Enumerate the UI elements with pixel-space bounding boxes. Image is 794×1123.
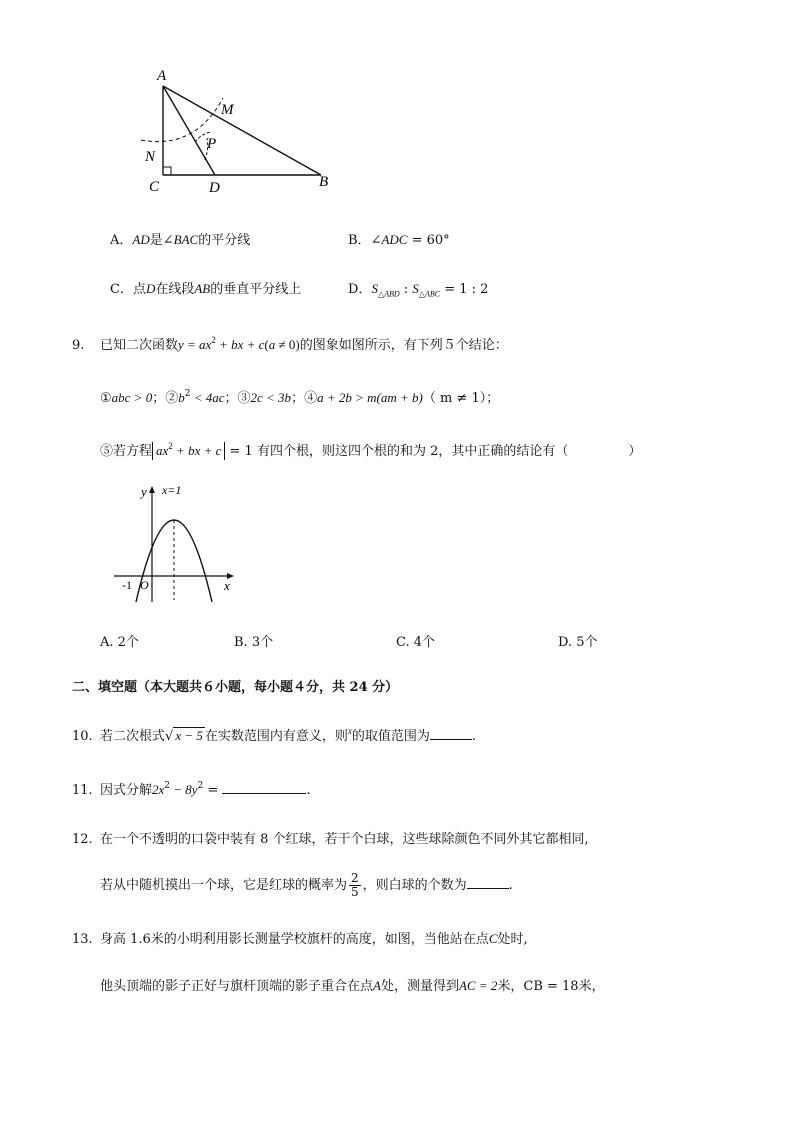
- q9-stem: 9. 已知二次函数$y = ax^2$ + bx + c(a ≠ 0)的图象如图所示，有下列５个结论：: [72, 334, 508, 353]
- label-p: P: [207, 136, 217, 152]
- q9-stem-5: ⑤若方程 $ax^2$ + bx + c = 1 有四个根，则这四个根的和为 2，其中正确的结论有（ ）: [100, 440, 642, 459]
- parabola-graph: [108, 480, 248, 606]
- q9-option-d[interactable]: D. 5个: [558, 635, 598, 650]
- q10: 10. 若二次根式√ x − 5 在实数范围内有意义，则$^x$的取值范围为 .: [72, 725, 477, 744]
- answer-blank[interactable]: [430, 727, 472, 740]
- answer-blank[interactable]: [222, 781, 306, 794]
- q13-line2: 他头顶端的影子正好与旗杆顶端的影子重合在点A处，测量得到AC = 2米，CB = 18米，: [100, 978, 605, 994]
- q11: 11. 因式分解$2x^2 - 8y^2$ = .: [72, 780, 311, 798]
- q12-line2: 若从中随机摸出一个球，它是红球的概率为 $\frac{2}{5}$ ，则白球的个数为 .: [100, 871, 513, 899]
- side-ab: [163, 86, 321, 175]
- label-m: M: [221, 102, 234, 118]
- q8-option-b[interactable]: B．∠ADC = 60°: [348, 232, 450, 248]
- q9-option-a[interactable]: A. 2个: [100, 635, 139, 650]
- q12-line1: 12. 在一个不透明的口袋中装有 8 个红球，若干个白球，这些球除颜色不同外其它都相同,: [72, 832, 589, 847]
- answer-blank[interactable]: [467, 876, 509, 889]
- sqrt-expr: √ x − 5: [165, 728, 203, 744]
- q9-function: $y = ax^2$ + bx + c(a ≠ 0): [178, 334, 300, 352]
- probability-fraction: $\frac{2}{5}$: [351, 871, 359, 899]
- label-c: C: [149, 179, 160, 195]
- q9-conclusions: ①abc > 0；$②b^2 < 4ac$；③2c < 3b；④a + 2b > m(am + b)（ m ≠ 1）；: [100, 388, 500, 406]
- label-b: B: [319, 174, 329, 190]
- label-a: A: [157, 68, 167, 84]
- label-n: N: [145, 149, 156, 165]
- q8-option-d[interactable]: D．$S_{\triangle ABD}$ : $S_{\triangle ABC} = 1$ : 2: [348, 281, 489, 299]
- label-x: x: [224, 578, 230, 593]
- q9-option-c[interactable]: C. 4个: [396, 635, 436, 650]
- right-angle-mark: [163, 167, 171, 175]
- segment-ad: [163, 86, 215, 175]
- q9-abs-expr: $ax^2$ + bx + c: [152, 442, 225, 460]
- q9-option-b[interactable]: B. 3个: [234, 635, 274, 650]
- q9-number: 9.: [72, 338, 85, 353]
- q8-option-a[interactable]: A．AD是∠BAC的平分线: [110, 232, 251, 248]
- label-origin: O: [140, 578, 149, 592]
- label-d: D: [209, 180, 220, 196]
- q13-line1: 13. 身高 1.6米的小明利用影长测量学校旗杆的高度，如图，当他站在点C处时,: [72, 931, 528, 947]
- label-y: y: [141, 484, 147, 499]
- section-title: 二、填空题（本大题共６小题，每小题４分，共 24 分）: [72, 680, 399, 695]
- label-neg1: -1: [122, 578, 132, 592]
- y-axis-arrow: [149, 486, 155, 493]
- triangle-figure: [135, 62, 345, 197]
- q8-option-c[interactable]: C．点D在线段AB的垂直平分线上: [110, 281, 302, 297]
- label-x1: x=1: [162, 483, 182, 497]
